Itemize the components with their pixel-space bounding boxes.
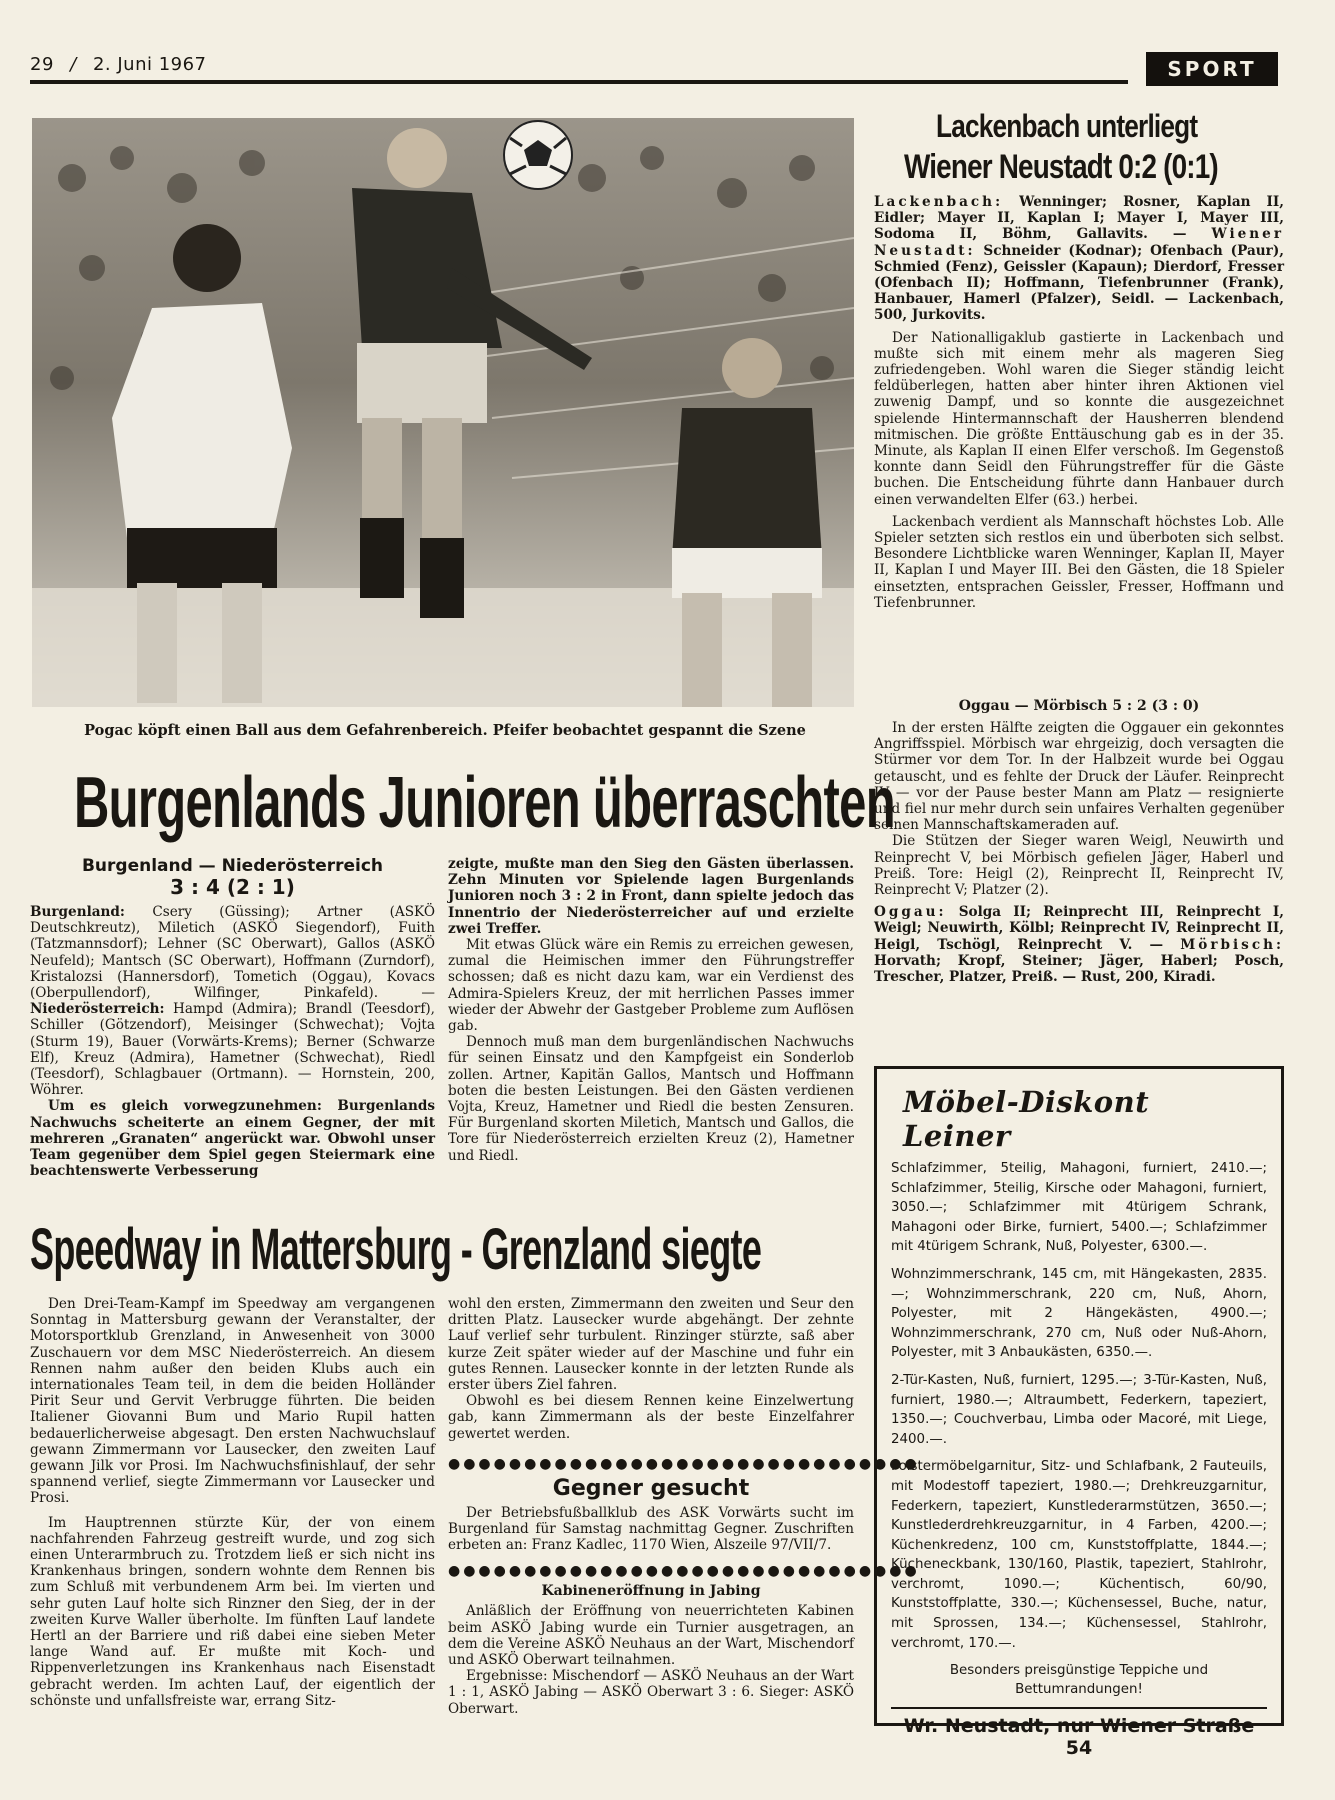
jabing-body [448,1603,854,1716]
match-photo-image [32,118,854,707]
lackenbach-headline-line2: Wiener Neustadt 0:2 (0:1) [904,148,1218,186]
ad-paragraph: Wohnzimmerschrank, 145 cm, mit Hängekasten, 2835.—; Wohnzimmerschrank, 220 cm, Nuß, Ahorn, Polyester, mit 2 Hängekästen, 4900.—; Wohnzimmerschrank, 270 cm, Nuß oder Nuß-Ahorn, Polyester, mit 3 Anbaukästen, 6350.—. [891,1266,1267,1361]
ad-title: Möbel-Diskont Leiner [903,1085,1150,1153]
article-paragraph: Lackenbach verdient als Mannschaft höchstes Lob. Alle Spieler setzten sich restlos ein und überboten sich selbst. Besondere Lichtblicke waren Wenninger, Kaplan II, Mayer II, Kaplan I und Mayer III. Bei den Gästen, die 18 Spieler einsetzten, entsprachen Geissler, Fresser, Hoffmann und Tiefenbrunner. [874,513,1284,611]
lineup-team-label: Lackenbach: [874,194,1004,210]
football-icon [504,121,572,189]
lineup-text: Schneider (Kodnar); Ofenbach (Paur), Schmied (Fenz), Geissler (Kapaun); Dierdorf, Fresser (Ofenbach II); Hoffmann, Tiefenbrunner (Frank), Hanbauer, Hamerl (Pfalzer), Seidl. — Lackenbach, 500, Jurkovits. [874,242,1284,324]
oggau-lineup [874,904,1284,985]
burgenland-subhead-teams: Burgenland — Niederösterreich [81,856,384,876]
lackenbach-lineup [874,194,1284,324]
dot-divider: ●●●●●●●●●●●●●●●●●●●●●●●●●●●●●●● [448,1563,920,1580]
burgenland-col2-body [448,937,854,1164]
lineup-text: Csery (Güssing); Artner (ASKÖ Deutschkreutz), Miletich (ASKÖ Siegendorf), Fuith (Tatzmannsdorf); Lehner (SC Oberwart), Gallos (ASKÖ Neufeld); Mantsch (SC Oberwart), Hoffmann (Zurndorf), Kristalozsi (Hannersdorf), Tometich (Oggau), Kovacs (Oberpullendorf), Wilfinger, Pinkafeld). — [30,904,435,1002]
lackenbach-headline [874,108,1284,190]
burgenland-lineup [30,904,435,1098]
burgenland-subhead-score: 3 : 4 (2 : 1) [170,875,295,899]
furniture-advertisement [874,1066,1284,1760]
dot-divider: ●●●●●●●●●●●●●●●●●●●●●●●●●●●●●●● [448,1455,920,1472]
jabing-title: Kabineneröffnung in Jabing [541,1583,761,1600]
ad-paragraph: Polstermöbelgarnitur, Sitz- und Schlafbank, 2 Fauteuils, mit Modestoff tapeziert, 1980.—; Drehkreuzgarnitur, Federkern, tapeziert, Kunstlederarmstützen, 3650.—; Kunstlederdrehkreuzgarnitur, in 4 Farben, 4200.—; Küchenkredenz, 100 cm, Kunststoffplatte, 1844.—; Kücheneckbank, 130/160, Plastik, tapeziert, Stahlrohr, verchromt, 1090.—; Küchentisch, 60/90, Kunststoffplatte, 330.—; Küchensessel, Buche, natur, mit Sprossen, 134.—; Küchensessel, Stahlrohr, verchromt, 170.—. [891,1459,1267,1651]
burgenland-headline [74,762,895,843]
lineup-team-label: Oggau: [874,904,947,921]
lineup-text: Horvath; Kropf, Steiner; Jäger, Haberl; Posch, Trescher, Platzer, Preiß. — Rust, 200, Kiradi. [874,952,1284,986]
lineup-team-label: Niederösterreich: [30,1001,165,1018]
header-rule [30,80,1128,84]
issue-date: 2. Juni 1967 [92,54,207,75]
article-paragraph: Der Betriebsfußballklub des ASK Vorwärts sucht im Burgenland für Samstag nachmittag Gegner. Zuschriften erbeten an: Franz Kadlec, 1170 Wien, Alszeile 97/VII/7. [448,1504,854,1554]
lackenbach-body [874,330,1284,611]
gegner-body [448,1505,854,1554]
ad-body [891,1159,1267,1653]
article-paragraph: In der ersten Hälfte zeigten die Oggauer ein gekonntes Angriffsspiel. Mörbisch war ehrgeizig, doch versagten die Stürmer vor dem Tor. In der Halbzeit wurde bei Oggau getauscht, und es fehlte der Druck der Läufer. Reinprecht IV — vor der Pause bester Mann am Platz — resignierte und fiel nur mehr durch sein unfaires Verhalten gegenüber seinen Mannschaftskameraden auf. [874,720,1284,834]
burgenland-col2-lead [448,856,854,937]
article-paragraph: Mit etwas Glück wäre ein Remis zu erreichen gewesen, zumal die Heimischen immer den Führungstreffer schossen; daß es nicht dazu kam, war ein Verdienst des Admira-Spielers Kreuz, der mit herrlichen Passes immer wieder der Abwehr der Gastgeber Probleme zum Auflösen gab. [448,937,854,1035]
article-paragraph: Der Nationalligaklub gastierte in Lackenbach und mußte sich mit einem mehr als mageren Sieg zufriedengeben. Wohl waren die Sieger ständig leicht feldüberlegen, hatten aber hinter ihren Aktionen viel zuwenig Dampf, und so konnte die ausgezeichnet spielende Hintermannschaft der Hausherren blendend mitmischen. Die größte Enttäuschung gab es in der 35. Minute, als Kaplan II einen Elfer verschoß. Im Gegenstoß konnte dann Seidl den Führungstreffer für die Gäste buchen. Die Entscheidung führte dann Hanbauer durch einen verwandelten Elfer (63.) herbei. [874,329,1284,508]
article-paragraph: Den Drei-Team-Kampf im Speedway am vergangenen Sonntag in Mattersburg gewann der Veranstalter, der Motorsportklub Grenzland, in Anwesenheit von 3000 Zuschauern vor dem MSC Niederösterreich. An diesem Rennen nahm außer den beiden Klubs auch ein internationales Team teil, in dem die beiden Holländer Pirit Seur und Gervit Verbrugge führten. Die beiden Italiener Giovanni Bum und Mario Rupil hatten bedauerlicherweise abgesagt. Den ersten Nachwuchslauf gewann Zimmermann vor Lausecker, den zweiten Lauf gewann Jilk vor Prosi. Im Nachwuchsfinishlauf, der sehr spannend verlief, siegte Zimmermann vor Lausecker und Prosi. [30,1296,435,1507]
folio-separator: / [70,54,77,75]
burgenland-intro [30,1098,435,1179]
article-paragraph: Im Hauptrennen stürzte Kür, der von einem nachfahrenden Fahrzeug gestreift wurde, und zog sich einen Unterarmbruch zu. Trotzdem ließ er sich nicht ins Krankenhaus bringen, sondern wohnte dem Rennen bis zum Schluß mit verbundenem Arm bei. Im vierten und sehr guten Lauf holte sich Rinzner den Sieg, der in der zweiten Kurve Waller überholte. Im fünften Lauf landete Hertl an der Barriere und riß dabei eine sieben Meter lange Wand auf. Er mußte mit Koch- und Rippenverletzungen ins Krankenhaus nach Eisenstadt gebracht werden. Im achten Lauf, der eigentlich der schönste und unfallsfreiste war, errang Sitz- [30,1514,435,1709]
match-photo [32,118,854,707]
lineup-team-label: Wiener Neustadt: [874,226,1284,259]
lackenbach-article [874,108,1284,611]
article-paragraph: Dennoch muß man dem burgenländischen Nachwuchs für seinen Einsatz und den Kampfgeist ein Sonderlob zollen. Artner, Kapitän Gallos, Mantsch und Hoffmann boten die besten Leistungen. Bei den Gästen verdienen Vojta, Kreuz, Hametner und Riedl die besten Zensuren. Für Burgenland skorten Miletich, Mantsch und Gallos, die Tore für Niederösterreich erzielten Kreuz (2), Hametner und Riedl. [448,1034,854,1164]
page-number: 29 [30,54,54,75]
burgenland-col2 [448,856,854,1164]
lineup-text: Solga II; Reinprecht III, Reinprecht I, Weigl; Neuwirth, Kölbl; Reinprecht IV, Reinprecht II, Heigl, Tschögl, Reinprecht V. — [874,904,1284,953]
speedway-headline [30,1216,860,1286]
speedway-col2-body [448,1296,854,1442]
lineup-team-label: Burgenland: [30,904,125,920]
page-folio [30,54,207,75]
lineup-text: Hampd (Admira); Brandl (Teesdorf), Schiller (Götzendorf), Meisinger (Schwechat); Vojta (Sturm 19), Bauer (Vorwärts-Krems); Berner (Schwarze Elf), Kreuz (Admira), Hametner (Schwechat), Riedl (Teesdorf), Schlagbauer (Ortmann). — Hornstein, 200, Wöhrer. [30,1001,435,1099]
article-paragraph: Ergebnisse: Mischendorf — ASKÖ Neuhaus an der Wart 1 : 1, ASKÖ Jabing — ASKÖ Oberwart 3 : 6. Sieger: ASKÖ Oberwart. [448,1668,854,1717]
article-paragraph: Die Stützen der Sieger waren Weigl, Neuwirth und Reinprecht V, bei Mörbisch gefielen Jäger, Haberl und Preiß. Tore: Heigl (2), Reinprecht II, Reinprecht IV, Reinprecht V; Platzer (2). [874,833,1284,899]
speedway-headline-text: Speedway in Mattersburg - Grenzland siegte [30,1217,762,1282]
oggau-article [874,698,1284,985]
lineup-text: Wenninger; Rosner, Kaplan II, Eidler; Mayer II, Kaplan I; Mayer I, Mayer III, Sodoma II, Böhm, Gallavits. — [874,194,1284,243]
section-label: SPORT [1146,52,1278,86]
ad-paragraph: Schlafzimmer, 5teilig, Mahagoni, furniert, 2410.—; Schlafzimmer, 5teilig, Kirsche oder Mahagoni, furniert, 3050.—; Schlafzimmer mit 4türigem Schrank, Mahagoni oder Birke, furniert, 5400.—; Schlafzimmer mit 4türigem Schrank, Nuß, Polyester, 6300.—. [891,1161,1267,1255]
speedway-col2 [448,1296,920,1717]
ad-address: Wr. Neustadt, nur Wiener Straße 54 [891,1707,1267,1759]
lineup-team-label: Mörbisch: [1180,936,1284,953]
oggau-body [874,720,1284,898]
lackenbach-headline-line1: Lackenbach unterliegt [936,108,1198,144]
ad-paragraph: 2-Tür-Kasten, Nuß, furniert, 1295.—; 3-Tür-Kasten, Nuß, furniert, 1980.—; Altraumbett, Federkern, tapeziert, 1350.—; Couchverbau, Limba oder Macoré, mit Liege, 2400.—. [891,1372,1267,1447]
article-paragraph: Um es gleich vorwegzunehmen: Burgenlands Nachwuchs scheiterte an einem Gegner, der mit mehreren „Granaten“ angerückt war. Obwohl unser Team gegenüber dem Spiel gegen Steiermark eine beachtenswerte Verbesserung [30,1098,435,1180]
speedway-body [30,1296,435,1709]
article-paragraph: wohl den ersten, Zimmermann den zweiten und Seur den dritten Platz. Lausecker wurde abgehängt. Der zehnte Lauf verlief sehr turbulent. Rinzinger stürzte, saß aber kurze Zeit später wieder auf der Maschine und fuhr ein gutes Rennen. Lausecker konnte in der letzten Runde als erster übers Ziel fahren. [448,1296,854,1394]
photo-caption: Pogac köpft einen Ball aus dem Gefahrenbereich. Pfeifer beobachtet gespannt die Szene [84,722,806,739]
article-paragraph: Anläßlich der Eröffnung von neuerrichteten Kabinen beim ASKÖ Jabing wurde ein Turnier ausgetragen, an dem die Vereine ASKÖ Neuhaus an der Wart, Mischendorf und ASKÖ Oberwart teilnahmen. [448,1603,854,1669]
oggau-subhead: Oggau — Mörbisch 5 : 2 (3 : 0) [958,698,1200,714]
burgenland-col1 [30,856,435,1179]
article-paragraph: Obwohl es bei diesem Rennen keine Einzelwertung gab, kann Zimmermann als der beste Einzelfahrer gewertet werden. [448,1393,854,1442]
gegner-title: Gegner gesucht [552,1475,750,1501]
speedway-col1 [30,1296,435,1709]
article-paragraph: zeigte, mußte man den Sieg den Gästen überlassen. Zehn Minuten vor Spielende lagen Burgenlands Junioren noch 3 : 2 in Front, dann spielte jedoch das Innentrio der Niederösterreicher auf und erzielte zwei Treffer. [448,856,854,937]
ad-footnote: Besonders preisgünstige Teppiche und Bettumrandungen! [949,1663,1209,1698]
burgenland-headline-text: Burgenlands Junioren überraschten [74,763,895,843]
